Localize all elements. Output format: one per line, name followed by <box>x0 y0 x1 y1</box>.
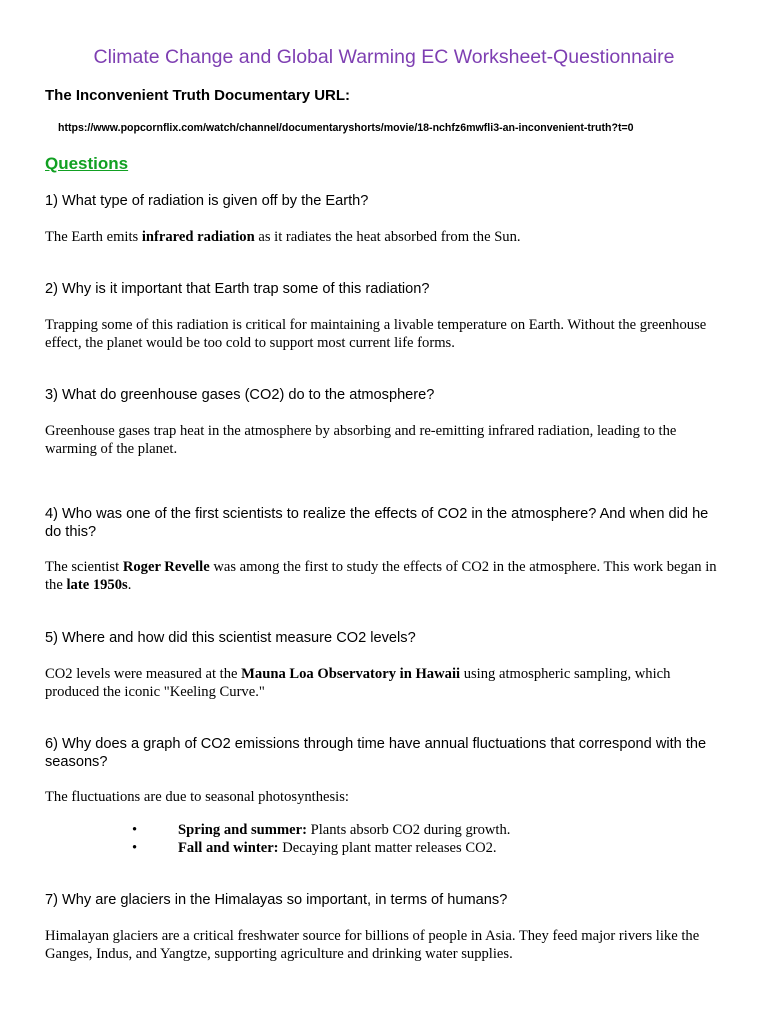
question-5: 5) Where and how did this scientist measure CO2 levels? <box>45 630 416 646</box>
questions-heading: Questions <box>45 154 129 173</box>
bullet-label: Spring and summer: <box>178 822 307 838</box>
question-1: 1) What type of radiation is given off by the Earth? <box>45 193 369 209</box>
question-2: 2) Why is it important that Earth trap some of this radiation? <box>45 281 430 297</box>
question-4: 4) Who was one of the first scientists to realize the effects of CO2 in the atmosphere? And when did he do this? <box>45 506 709 540</box>
bullet-text <box>178 821 510 839</box>
answer-5 <box>45 665 727 701</box>
bullet-icon: • <box>132 840 138 856</box>
answer-1 <box>45 228 727 246</box>
question-6: 6) Why does a graph of CO2 emissions through time have annual fluctuations that correspond with the seasons? <box>45 736 707 770</box>
answer-7: Himalayan glaciers are a critical freshwater source for billions of people in Asia. They feed major rivers like the Ganges, Indus, and Yangtze, supporting agriculture and drinking water supplies. <box>45 928 700 962</box>
bullet-description: Plants absorb CO2 during growth. <box>306 822 511 838</box>
answer-5-bold-1: Mauna Loa Observatory in Hawaii <box>241 666 461 682</box>
answer-6: The fluctuations are due to seasonal photosynthesis: <box>45 789 349 805</box>
answer-5-text-2: using atmospheric sampling, which produced the iconic "Keeling Curve." <box>45 666 671 700</box>
answer-4 <box>45 558 727 594</box>
answer-1-text-1: The Earth emits <box>45 229 142 245</box>
answer-5-text-1: CO2 levels were measured at the <box>45 666 242 682</box>
answer-4-bold-1: Roger Revelle <box>122 559 210 575</box>
answer-2: Trapping some of this radiation is critical for maintaining a livable temperature on Earth. Without the greenhouse effect, the planet would be too cold to support most current life forms. <box>45 317 707 351</box>
question-3: 3) What do greenhouse gases (CO2) do to the atmosphere? <box>45 387 435 403</box>
answer-4-bold-2: late 1950s <box>66 577 128 593</box>
answer-3: Greenhouse gases trap heat in the atmosphere by absorbing and re-emitting infrared radiation, leading to the warming of the planet. <box>45 423 677 457</box>
bullet-text <box>178 839 497 857</box>
url-heading: The Inconvenient Truth Documentary URL: <box>45 87 351 104</box>
question-7: 7) Why are glaciers in the Himalayas so important, in terms of humans? <box>45 892 508 908</box>
answer-4-text-2: was among the first to study the effects of CO2 in the atmosphere. This work began in the <box>45 559 717 593</box>
answer-4-text-3: . <box>127 577 132 593</box>
worksheet-title: Climate Change and Global Warming EC Worksheet-Questionnaire <box>93 46 675 68</box>
bullet-label: Fall and winter: <box>178 840 279 856</box>
answer-1-text-2: as it radiates the heat absorbed from the Sun. <box>254 229 521 245</box>
answer-4-text-1: The scientist <box>45 559 123 575</box>
documentary-url[interactable]: https://www.popcornflix.com/watch/channel/documentaryshorts/movie/18-nchfz6mwfli3-an-inconvenient-truth?t=0 <box>58 122 634 134</box>
answer-1-bold-1: infrared radiation <box>141 229 255 245</box>
bullet-icon: • <box>132 822 138 838</box>
bullet-description: Decaying plant matter releases CO2. <box>278 840 497 856</box>
